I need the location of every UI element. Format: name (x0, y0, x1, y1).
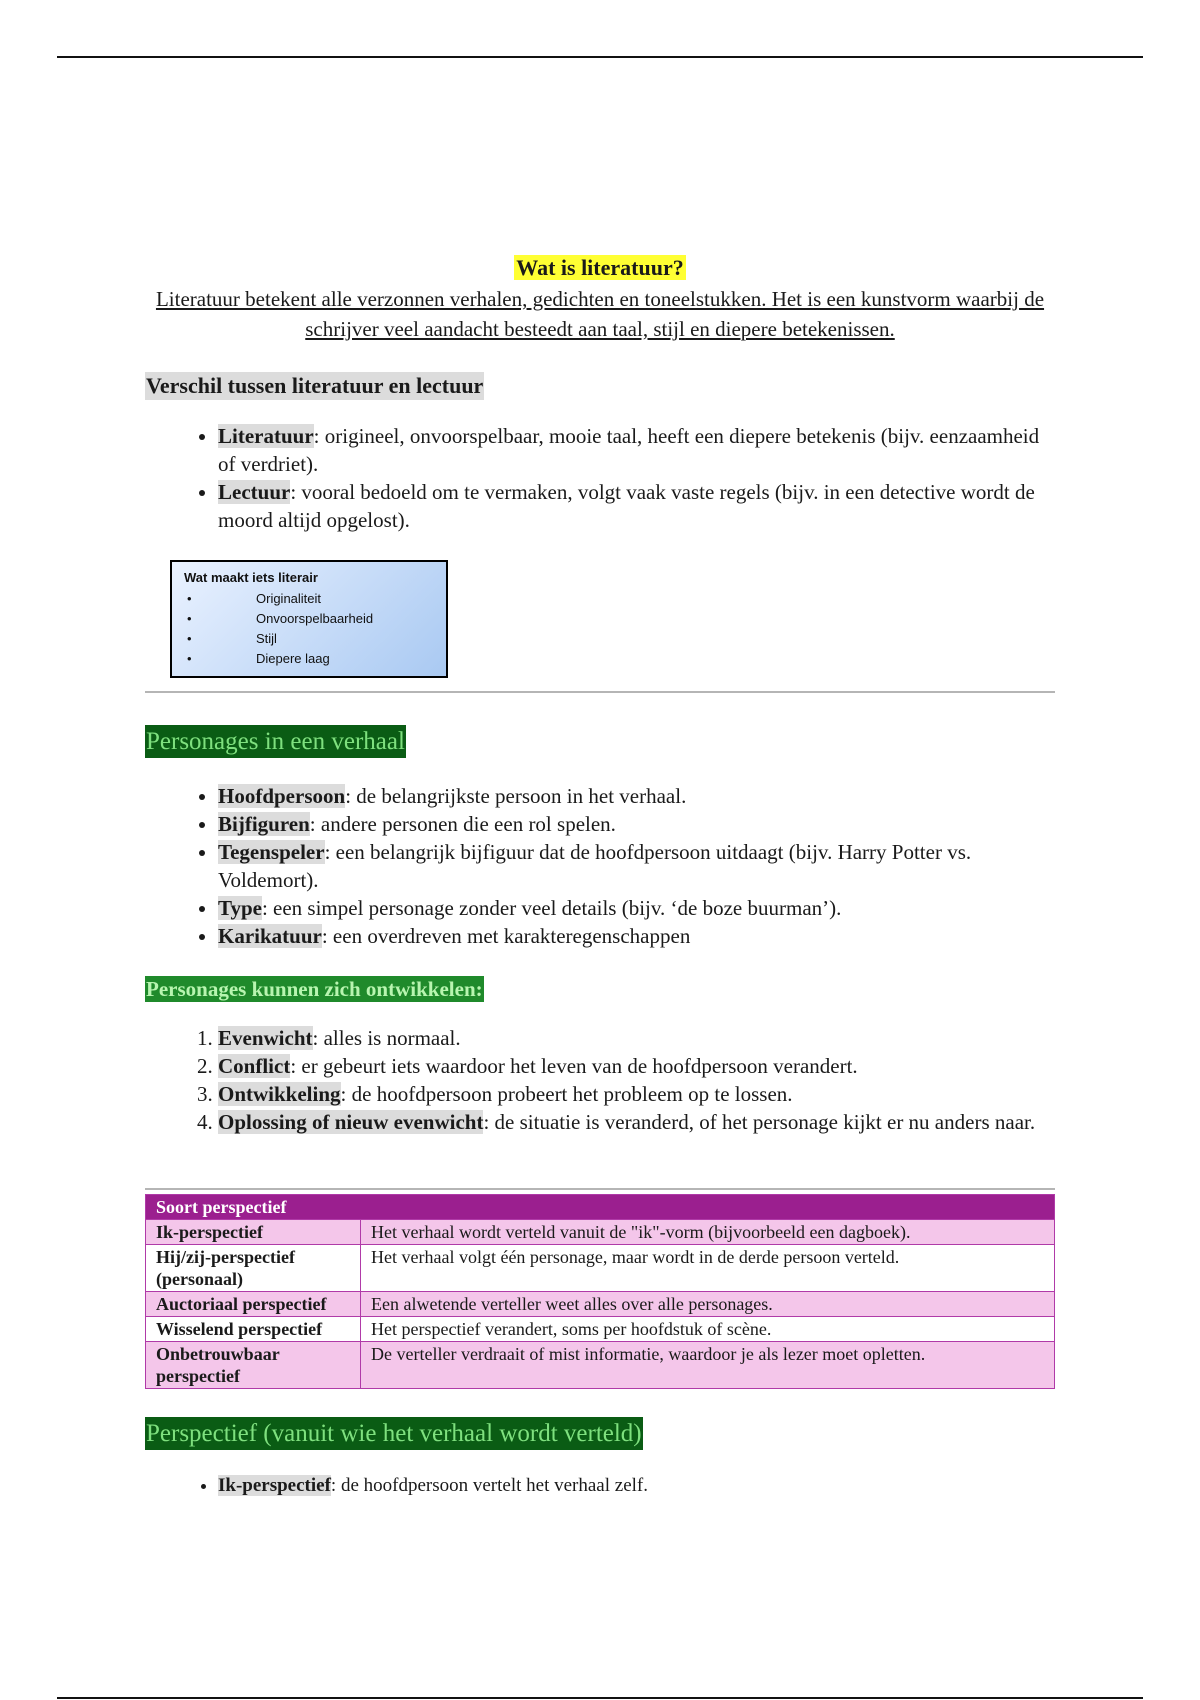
ontwikkeling-list (145, 1024, 1055, 1136)
perspective-desc: Het perspectief verandert, soms per hoofdstuk of scène. (361, 1317, 1055, 1342)
term: Ik-perspectief (218, 1475, 331, 1496)
perspectief-list (145, 1472, 1055, 1500)
definition: : een simpel personage zonder veel details (bijv. ‘de boze buurman’). (261, 896, 842, 920)
list-item (218, 1024, 1055, 1052)
definition: : een belangrijk bijfiguur dat de hoofdpersoon uitdaagt (bijv. Harry Potter vs. Voldemort). (218, 840, 972, 892)
list-item (218, 1052, 1055, 1080)
term: Evenwicht (218, 1026, 313, 1050)
definition: : een overdreven met karakteregenschappen (321, 924, 691, 948)
term: Karikatuur (218, 924, 322, 948)
term: Lectuur (218, 480, 291, 504)
list-item (218, 838, 1055, 894)
box-list (184, 589, 434, 669)
definition: : de belangrijkste persoon in het verhaal. (345, 784, 687, 808)
table-row (146, 1342, 1055, 1389)
box-item: • Diepere laag (184, 649, 434, 669)
term: Literatuur (218, 424, 314, 448)
perspective-desc: Een alwetende verteller weet alles over alle personages. (361, 1292, 1055, 1317)
list-item (218, 1080, 1055, 1108)
definition: : origineel, onvoorspelbaar, mooie taal, heeft een diepere betekenis (bijv. eenzaamheid of verdriet). (218, 424, 1040, 476)
section-heading-ontwikkeling: Personages kunnen zich ontwikkelen: (146, 977, 483, 1001)
divider (145, 1188, 1055, 1190)
definition: : er gebeurt iets waardoor het leven van de hoofdpersoon verandert. (290, 1054, 858, 1078)
term: Ontwikkeling (218, 1082, 341, 1106)
term: Conflict (218, 1054, 291, 1078)
term: Bijfiguren (218, 812, 310, 836)
definition: : alles is normaal. (312, 1026, 461, 1050)
bottom-rule (57, 1697, 1143, 1699)
definition: : vooral bedoeld om te vermaken, volgt vaak vaste regels (bijv. in een detective wordt de moord altijd opgelost). (218, 480, 1035, 532)
section-heading-perspectief: Perspectief (vanuit wie het verhaal wordt verteld) (145, 1417, 643, 1450)
perspective-desc: De verteller verdraait of mist informatie, waardoor je als lezer moet opletten. (361, 1342, 1055, 1389)
list-item (218, 1472, 1055, 1500)
box-title: Wat maakt iets literair (184, 570, 318, 585)
perspective-label: Hij/zij-perspectief (personaal) (146, 1245, 361, 1292)
perspective-table (145, 1194, 1055, 1389)
definition: : de hoofdpersoon probeert het probleem op te lossen. (340, 1082, 793, 1106)
table-row (146, 1245, 1055, 1292)
perspective-desc: Het verhaal wordt verteld vanuit de "ik"-vorm (bijvoorbeeld een dagboek). (361, 1220, 1055, 1245)
personages-list (145, 782, 1055, 950)
page-title (145, 254, 1055, 282)
literair-box (170, 560, 448, 678)
list-item (218, 894, 1055, 922)
perspective-desc: Het verhaal volgt één personage, maar wordt in de derde persoon verteld. (361, 1245, 1055, 1292)
perspective-label: Auctoriaal perspectief (146, 1292, 361, 1317)
term: Oplossing of nieuw evenwicht (218, 1110, 484, 1134)
page-title-text: Wat is literatuur? (516, 255, 684, 280)
list-item (218, 922, 1055, 950)
table-header: Soort perspectief (146, 1195, 1055, 1220)
box-item: • Onvoorspelbaarheid (184, 609, 434, 629)
table-row (146, 1317, 1055, 1342)
list-item (218, 422, 1055, 478)
table-row (146, 1292, 1055, 1317)
definition: : de situatie is veranderd, of het personage kijkt er nu anders naar. (483, 1110, 1036, 1134)
box-item: • Originaliteit (184, 589, 434, 609)
intro-paragraph: Literatuur betekent alle verzonnen verhalen, gedichten en toneelstukken. Het is een kunstvorm waarbij de schrijver veel aandacht besteedt aan taal, stijl en diepere betekenissen. (155, 287, 1045, 341)
term: Hoofdpersoon (218, 784, 346, 808)
list-item (218, 478, 1055, 534)
perspective-label: Ik-perspectief (146, 1220, 361, 1245)
list-item (218, 782, 1055, 810)
section-heading-literatuur-lectuur: Verschil tussen literatuur en lectuur (146, 373, 484, 398)
definition: : andere personen die een rol spelen. (309, 812, 616, 836)
term: Tegenspeler (218, 840, 325, 864)
definition: : de hoofdpersoon vertelt het verhaal zelf. (330, 1475, 648, 1496)
list-item (218, 1108, 1055, 1136)
list-item (218, 810, 1055, 838)
section-heading-personages: Personages in een verhaal (145, 725, 406, 758)
term: Type (218, 896, 262, 920)
document-body (145, 254, 1055, 1500)
perspective-label: Wisselend perspectief (146, 1317, 361, 1342)
box-item: • Stijl (184, 629, 434, 649)
top-rule (57, 56, 1143, 58)
perspective-label: Onbetrouwbaar perspectief (146, 1342, 361, 1389)
literatuur-lectuur-list (145, 422, 1055, 534)
table-row (146, 1220, 1055, 1245)
